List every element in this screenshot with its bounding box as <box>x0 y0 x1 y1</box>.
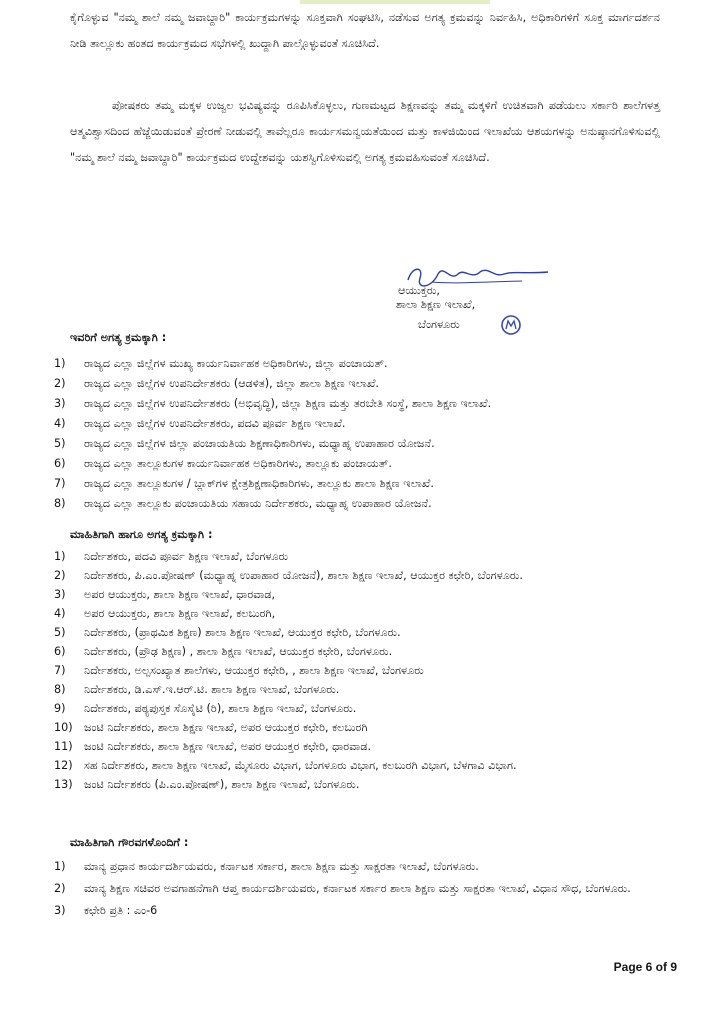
list-item <box>54 475 674 493</box>
list-item <box>54 700 674 718</box>
list-item-text: ಮಾನ್ಯ ಶಿಕ್ಷಣ ಸಚಿವರ ಅವಗಾಹನೆಗಾಗಿ ಆಪ್ತ ಕಾರ್ಯದರ್ಶಿಯವರು, ಕರ್ನಾಟಕ ಸರ್ಕಾರ ಶಾಲಾ ಶಿಕ್ಷಣ ಮತ್ತು ಸಾಕ್ಷರತಾ ಇಲಾಖೆ, ವಿಧಾನ ಸೌಧ, ಬೆಂಗಳೂರು. <box>84 882 631 895</box>
list-item <box>54 495 674 513</box>
list-item <box>54 395 674 413</box>
list-item <box>54 858 674 876</box>
list-item <box>54 880 674 898</box>
list-item <box>54 605 674 623</box>
list-item-text: ಅಪರ ಆಯುಕ್ತರು, ಶಾಲಾ ಶಿಕ್ಷಣ ಇಲಾಖೆ, ಕಲಬುರಗಿ, <box>84 607 276 620</box>
list-item-number: 6) <box>54 645 66 658</box>
official-seal-icon <box>500 314 522 336</box>
heading-courtesy: ಮಾಹಿತಿಗಾಗಿ ಗೌರವಗಳೊಂದಿಗೆ : <box>70 836 189 849</box>
list-item-number: 7) <box>54 477 66 490</box>
list-item <box>54 548 674 566</box>
list-courtesy <box>54 858 674 924</box>
list-item-text: ನಿರ್ದೇಶಕರು, ಡಿ.ಎಸ್.ಇ.ಆರ್.ಟಿ. ಶಾಲಾ ಶಿಕ್ಷಣ ಇಲಾಖೆ, ಬೆಂಗಳೂರು. <box>84 683 340 696</box>
heading-action: ಇವರಿಗೆ ಅಗತ್ಯ ಕ್ರಮಕ್ಕಾಗಿ : <box>70 331 167 344</box>
list-item-number: 4) <box>54 417 66 430</box>
list-item-number: 9) <box>54 702 66 715</box>
list-item <box>54 738 674 756</box>
paragraph-1: ಕೈಗೊಳ್ಳುವ "ನಮ್ಮ ಶಾಲೆ ನಮ್ಮ ಜವಾಬ್ದಾರಿ" ಕಾರ್ಯಕ್ರಮಗಳನ್ನು ಸೂಕ್ತವಾಗಿ ಸಂಘಟಿಸಿ, ನಡೆಸುವ ಅಗತ್ಯ ಕ್ರಮವನ್ನು ನಿರ್ವಹಿಸಿ, ಅಧಿಕಾರಿಗಳಿಗೆ ಸೂಕ್ತ ಮಾರ್ಗದರ್ಶನ ನೀಡಿ ತಾಲ್ಲೂಕು ಹಂತದ ಕಾರ್ಯಕ್ರಮದ ಸಭೆಗಳಲ್ಲಿ ಖುದ್ದಾಗಿ ಪಾಲ್ಗೊಳ್ಳುವಂತೆ ಸೂಚಿಸಿದೆ. <box>70 11 660 50</box>
list-action <box>54 355 674 515</box>
list-item-text: ನಿರ್ದೇಶಕರು, (ಪ್ರೌಢ ಶಿಕ್ಷಣ) , ಶಾಲಾ ಶಿಕ್ಷಣ ಇಲಾಖೆ, ಆಯುಕ್ತರ ಕಛೇರಿ, ಬೆಂಗಳೂರು. <box>84 645 393 658</box>
list-item-number: 11) <box>54 740 73 753</box>
page-number: Page 6 of 9 <box>613 960 677 974</box>
list-item-text: ರಾಜ್ಯದ ಎಲ್ಲಾ ತಾಲ್ಲೂಕುಗಳ / ಬ್ಲಾಕ್‌ಗಳ ಕ್ಷೇತ್ರಶಿಕ್ಷಣಾಧಿಕಾರಿಗಳು, ತಾಲ್ಲೂಕು ಶಾಲಾ ಶಿಕ್ಷಣ ಇಲಾಖೆ. <box>84 477 434 490</box>
list-item <box>54 355 674 373</box>
list-item-text: ಅಪರ ಆಯುಕ್ತರು, ಶಾಲಾ ಶಿಕ್ಷಣ ಇಲಾಖೆ, ಧಾರವಾಡ, <box>84 588 276 601</box>
list-item <box>54 435 674 453</box>
list-item-number: 10) <box>54 721 73 734</box>
list-item-number: 5) <box>54 626 66 639</box>
list-item-number: 6) <box>54 457 66 470</box>
list-item <box>54 643 674 661</box>
header-strip <box>300 0 490 4</box>
list-item-text: ಜಂಟಿ ನಿರ್ದೇಶಕರು, ಶಾಲಾ ಶಿಕ್ಷಣ ಇಲಾಖೆ, ಅಪರ ಆಯುಕ್ತರ ಕಛೇರಿ, ಕಲಬುರಗಿ <box>84 721 368 734</box>
list-item-text: ಸಹ ನಿರ್ದೇಶಕರು, ಶಾಲಾ ಶಿಕ್ಷಣ ಇಲಾಖೆ, ಮೈಸೂರು ವಿಭಾಗ, ಬೆಂಗಳೂರು ವಿಭಾಗ, ಕಲಬುರಗಿ ವಿಭಾಗ, ಬೆಳಗಾವಿ ವಿಭಾಗ. <box>84 759 517 772</box>
list-item-text: ನಿರ್ದೇಶಕರು, ಅಲ್ಪಸಂಖ್ಯಾತ ಶಾಲೆಗಳು, ಆಯುಕ್ತರ ಕಛೇರಿ, , ಶಾಲಾ ಶಿಕ್ಷಣ ಇಲಾಖೆ, ಬೆಂಗಳೂರು <box>84 664 424 677</box>
list-item-number: 4) <box>54 607 66 620</box>
list-item <box>54 776 674 794</box>
list-item-text: ರಾಜ್ಯದ ಎಲ್ಲಾ ಜಿಲ್ಲೆಗಳ ಉಪನಿರ್ದೇಶಕರು (ಅಭಿವೃದ್ಧಿ), ಜಿಲ್ಲಾ ಶಿಕ್ಷಣ ಮತ್ತು ತರಬೇತಿ ಸಂಸ್ಥೆ, ಶಾಲಾ ಶಿಕ್ಷಣ ಇಲಾಖೆ. <box>84 397 492 410</box>
list-item-text: ನಿರ್ದೇಶಕರು, ಪಿ.ಎಂ.ಪೋಷಣ್ (ಮಧ್ಯಾಹ್ನ ಉಪಾಹಾರ ಯೋಜನೆ), ಶಾಲಾ ಶಿಕ್ಷಣ ಇಲಾಖೆ, ಆಯುಕ್ತರ ಕಛೇರಿ, ಬೆಂಗಳೂರು. <box>84 569 523 582</box>
list-item <box>54 681 674 699</box>
list-item-number: 3) <box>54 904 66 917</box>
list-item <box>54 624 674 642</box>
list-item-number: 5) <box>54 437 66 450</box>
list-item-number: 7) <box>54 664 66 677</box>
list-item-number: 13) <box>54 778 73 791</box>
list-item-text: ರಾಜ್ಯದ ಎಲ್ಲಾ ಜಿಲ್ಲೆಗಳ ಜಿಲ್ಲಾ ಪಂಚಾಯತಿಯ ಶಿಕ್ಷಣಾಧಿಕಾರಿಗಳು, ಮಧ್ಯಾಹ್ನ ಉಪಾಹಾರ ಯೋಜನೆ. <box>84 437 435 450</box>
list-item-number: 3) <box>54 397 66 410</box>
list-item <box>54 455 674 473</box>
list-item <box>54 902 674 920</box>
list-item-number: 8) <box>54 497 66 510</box>
list-info <box>54 548 674 795</box>
signature-department: ಶಾಲಾ ಶಿಕ್ಷಣ ಇಲಾಖೆ, <box>396 298 476 311</box>
list-item <box>54 662 674 680</box>
list-item-text: ರಾಜ್ಯದ ಎಲ್ಲಾ ಜಿಲ್ಲೆಗಳ ಉಪನಿರ್ದೇಶಕರು (ಆಡಳಿತ), ಜಿಲ್ಲಾ ಶಾಲಾ ಶಿಕ್ಷಣ ಇಲಾಖೆ. <box>84 377 379 390</box>
list-item <box>54 719 674 737</box>
list-item-text: ಮಾನ್ಯ ಪ್ರಧಾನ ಕಾರ್ಯದರ್ಶಿಯವರು, ಕರ್ನಾಟಕ ಸರ್ಕಾರ, ಶಾಲಾ ಶಿಕ್ಷಣ ಮತ್ತು ಸಾಕ್ಷರತಾ ಇಲಾಖೆ, ಬೆಂಗಳೂರು. <box>84 860 479 873</box>
list-item-text: ಜಂಟಿ ನಿರ್ದೇಶಕರು, ಶಾಲಾ ಶಿಕ್ಷಣ ಇಲಾಖೆ, ಅಪರ ಆಯುಕ್ತರ ಕಛೇರಿ, ಧಾರವಾಡ. <box>84 740 372 753</box>
list-item-number: 8) <box>54 683 66 696</box>
list-item-number: 3) <box>54 588 66 601</box>
list-item-text: ನಿರ್ದೇಶಕರು, ಪಠ್ಯಪುಸ್ತಕ ಸೊಸೈಟಿ (ರಿ), ಶಾಲಾ ಶಿಕ್ಷಣ ಇಲಾಖೆ, ಬೆಂಗಳೂರು. <box>84 702 357 715</box>
list-item-text: ಕಛೇರಿ ಪ್ರತಿ : ಎಂ-6 <box>84 904 158 917</box>
list-item-number: 2) <box>54 569 66 582</box>
list-item <box>54 375 674 393</box>
heading-info: ಮಾಹಿತಿಗಾಗಿ ಹಾಗೂ ಅಗತ್ಯ ಕ್ರಮಕ್ಕಾಗಿ : <box>70 528 213 541</box>
list-item-text: ನಿರ್ದೇಶಕರು, ಪದವಿ ಪೂರ್ವ ಶಿಕ್ಷಣ ಇಲಾಖೆ, ಬೆಂಗಳೂರು <box>84 550 289 563</box>
list-item-number: 1) <box>54 550 66 563</box>
list-item <box>54 567 674 585</box>
list-item <box>54 415 674 433</box>
list-item-text: ರಾಜ್ಯದ ಎಲ್ಲಾ ಜಿಲ್ಲೆಗಳ ಉಪನಿರ್ದೇಶಕರು, ಪದವಿ ಪೂರ್ವ ಶಿಕ್ಷಣ ಇಲಾಖೆ. <box>84 417 346 430</box>
list-item-text: ರಾಜ್ಯದ ಎಲ್ಲಾ ಜಿಲ್ಲೆಗಳ ಮುಖ್ಯ ಕಾರ್ಯನಿರ್ವಾಹಕ ಅಧಿಕಾರಿಗಳು, ಜಿಲ್ಲಾ ಪಂಚಾಯತ್. <box>84 357 388 370</box>
list-item-number: 12) <box>54 759 73 772</box>
list-item-text: ನಿರ್ದೇಶಕರು, (ಪ್ರಾಥಮಿಕ ಶಿಕ್ಷಣ) ಶಾಲಾ ಶಿಕ್ಷಣ ಇಲಾಖೆ, ಆಯುಕ್ತರ ಕಛೇರಿ, ಬೆಂಗಳೂರು. <box>84 626 401 639</box>
list-item-number: 1) <box>54 357 66 370</box>
list-item-number: 1) <box>54 860 66 873</box>
list-item <box>54 757 674 775</box>
signature-city: ಬೆಂಗಳೂರು <box>418 318 460 331</box>
list-item <box>54 586 674 604</box>
paragraph-2: ಪೋಷಕರು ತಮ್ಮ ಮಕ್ಕಳ ಉಜ್ವಲ ಭವಿಷ್ಯವನ್ನು ರೂಪಿಸಿಕೊಳ್ಳಲು, ಗುಣಮಟ್ಟದ ಶಿಕ್ಷಣವನ್ನು ತಮ್ಮ ಮಕ್ಕಳಿಗೆ ಉಚಿತವಾಗಿ ಪಡೆಯಲು ಸರ್ಕಾರಿ ಶಾಲೆಗಳತ್ತ ಆತ್ಮವಿಶ್ವಾಸದಿಂದ ಹೆಜ್ಜೆಯಿಡುವಂತೆ ಪ್ರೇರಣೆ ನೀಡುವಲ್ಲಿ ತಾವೆಲ್ಲರೂ ಕಾರ್ಯಸಮನ್ವಯತೆಯಿಂದ ಮತ್ತು ಕಾಳಜಿಯಿಂದ ಇಲಾಖೆಯ ಆಶಯಗಳನ್ನು ಅನುಷ್ಠಾನಗೊಳಿಸುವಲ್ಲಿ "ನಮ್ಮ ಶಾಲೆ ನಮ್ಮ ಜವಾಬ್ದಾರಿ" ಕಾರ್ಯಕ್ರಮದ ಉದ್ದೇಶವನ್ನು ಯಶಸ್ವಿಗೊಳಿಸುವಲ್ಲಿ ಅಗತ್ಯ ಕ್ರಮವಹಿಸುವಂತೆ ಸೂಚಿಸಿದೆ. <box>70 99 660 164</box>
signature-block <box>380 262 580 342</box>
list-item-number: 2) <box>54 882 66 895</box>
list-item-number: 2) <box>54 377 66 390</box>
list-item-text: ರಾಜ್ಯದ ಎಲ್ಲಾ ತಾಲ್ಲೂಕು ಪಂಚಾಯತಿಯ ಸಹಾಯ ನಿರ್ದೇಶಕರು, ಮಧ್ಯಾಹ್ನ ಉಪಾಹಾರ ಯೋಜನೆ. <box>84 497 432 510</box>
signature-title: ಆಯುಕ್ತರು, <box>398 284 440 297</box>
list-item-text: ಜಂಟಿ ನಿರ್ದೇಶಕರು (ಪಿ.ಎಂ.ಪೋಷಣ್), ಶಾಲಾ ಶಿಕ್ಷಣ ಇಲಾಖೆ, ಬೆಂಗಳೂರು. <box>84 778 360 791</box>
list-item-text: ರಾಜ್ಯದ ಎಲ್ಲಾ ತಾಲ್ಲೂಕುಗಳ ಕಾರ್ಯನಿರ್ವಾಹಕ ಅಧಿಕಾರಿಗಳು, ತಾಲ್ಲೂಕು ಪಂಚಾಯತ್. <box>84 457 392 470</box>
